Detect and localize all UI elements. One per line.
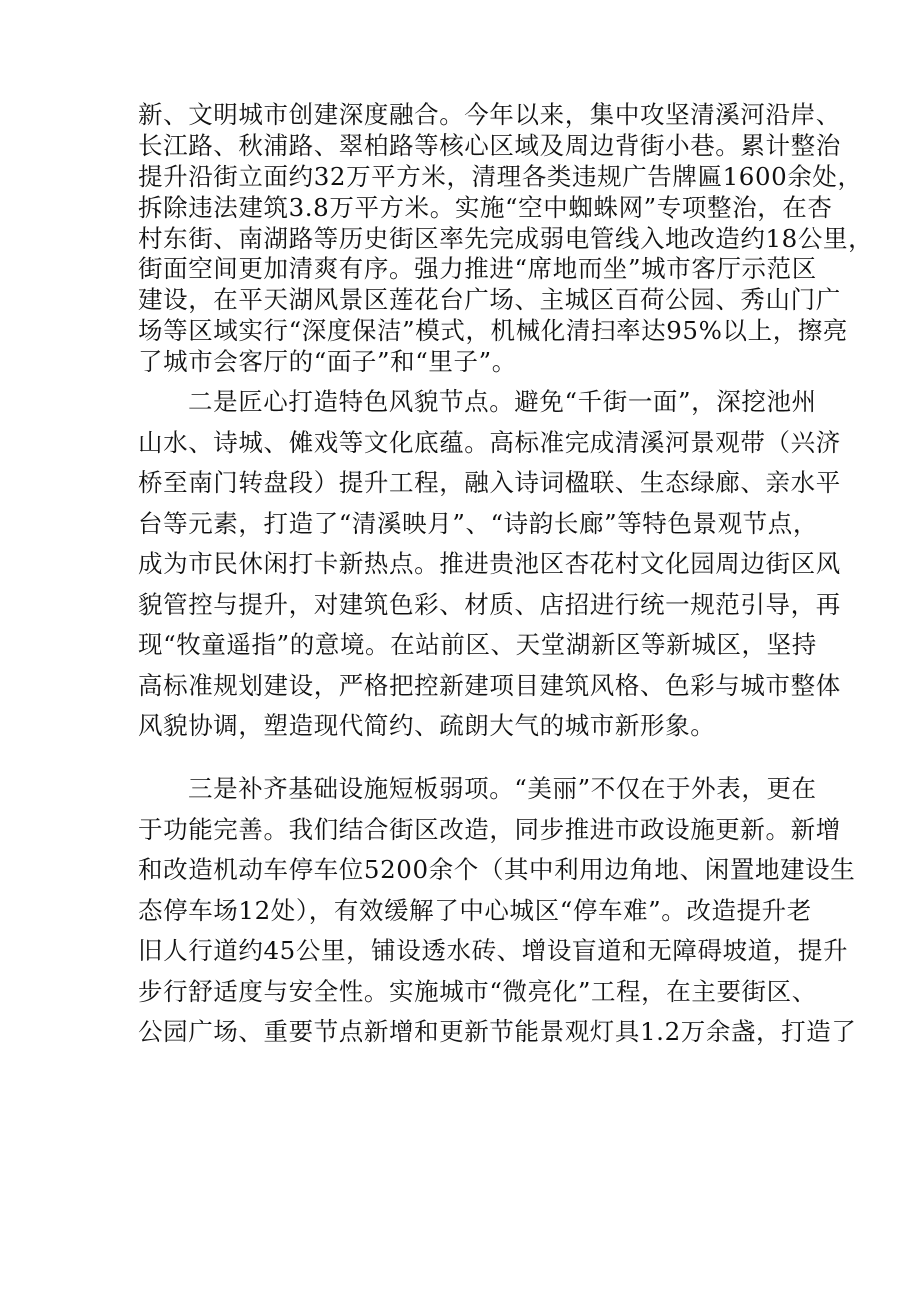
- text-line: 台等元素，打造了“清溪映月”、“诗韵长廊”等特色景观节点，: [138, 508, 818, 538]
- text-line: 现“牧童遥指”的意境。在站前区、天堂湖新区等新城区，坚持: [138, 630, 817, 659]
- text-line: 于功能完善。我们结合街区改造，同步推进市政设施更新。新增: [138, 814, 841, 844]
- text-line: 旧人行道约45公里，铺设透水砖、增设盲道和无障碍坡道，提升: [138, 936, 849, 965]
- text-line: 村东街、南湖路等历史街区率先完成弱电管线入地改造约18公里，: [138, 223, 874, 253]
- paragraph-2: [138, 382, 841, 747]
- text-line: 了城市会客厅的“面子”和“里子”。: [138, 347, 517, 377]
- text-line: 新、文明城市创建深度融合。今年以来，集中攻坚清溪河沿岸、: [138, 100, 841, 129]
- text-line: 山水、诗城、傩戏等文化底蕴。高标准完成清溪河景观带（兴济: [138, 427, 841, 457]
- text-line-indented: 二是匠心打造特色风貌节点。避免“千街一面”，深挖池州: [188, 387, 817, 416]
- text-line: 桥至南门转盘段）提升工程，融入诗词楹联、生态绿廊、亲水平: [138, 468, 841, 497]
- text-line-indented: 三是补齐基础设施短板弱项。“美丽”不仅在于外表，更在: [188, 774, 817, 803]
- text-line: 街面空间更加清爽有序。强力推进“席地而坐”城市客厅示范区: [138, 254, 817, 284]
- text-line: 建设，在平天湖风景区莲花台广场、主城区百荷公园、秀山门广: [138, 285, 841, 315]
- text-line: 提升沿街立面约32万平方米，清理各类违规广告牌匾1600余处，: [138, 161, 863, 191]
- text-line: 成为市民休闲打卡新热点。推进贵池区杏花村文化园周边街区风: [138, 549, 841, 578]
- text-line: 拆除违法建筑3.8万平方米。实施“空中蜘蛛网”专项整治，在杏: [138, 192, 833, 222]
- paragraph-3: [138, 769, 857, 1053]
- text-line: 高标准规划建设，严格把控新建项目建筑风格、色彩与城市整体: [138, 670, 841, 700]
- text-line: 貌管控与提升，对建筑色彩、材质、店招进行统一规范引导，再: [138, 589, 841, 619]
- paragraph-1: [138, 100, 874, 378]
- text-line: 和改造机动车停车位5200余个（其中利用边角地、闲置地建设生: [138, 855, 856, 884]
- text-line: 步行舒适度与安全性。实施城市“微亮化”工程，在主要街区、: [138, 976, 817, 1006]
- text-line: 态停车场12处），有效缓解了中心城区“停车难”。改造提升老: [138, 895, 812, 925]
- text-line: 公园广场、重要节点新增和更新节能景观灯具1.2万余盏，打造了: [138, 1017, 857, 1046]
- text-line: 风貌协调，塑造现代简约、疏朗大气的城市新形象。: [138, 711, 716, 740]
- text-line: 场等区域实行“深度保洁”模式，机械化清扫率达95%以上，擦亮: [138, 316, 849, 346]
- text-line: 长江路、秋浦路、翠柏路等核心区域及周边背街小巷。累计整治: [138, 130, 841, 160]
